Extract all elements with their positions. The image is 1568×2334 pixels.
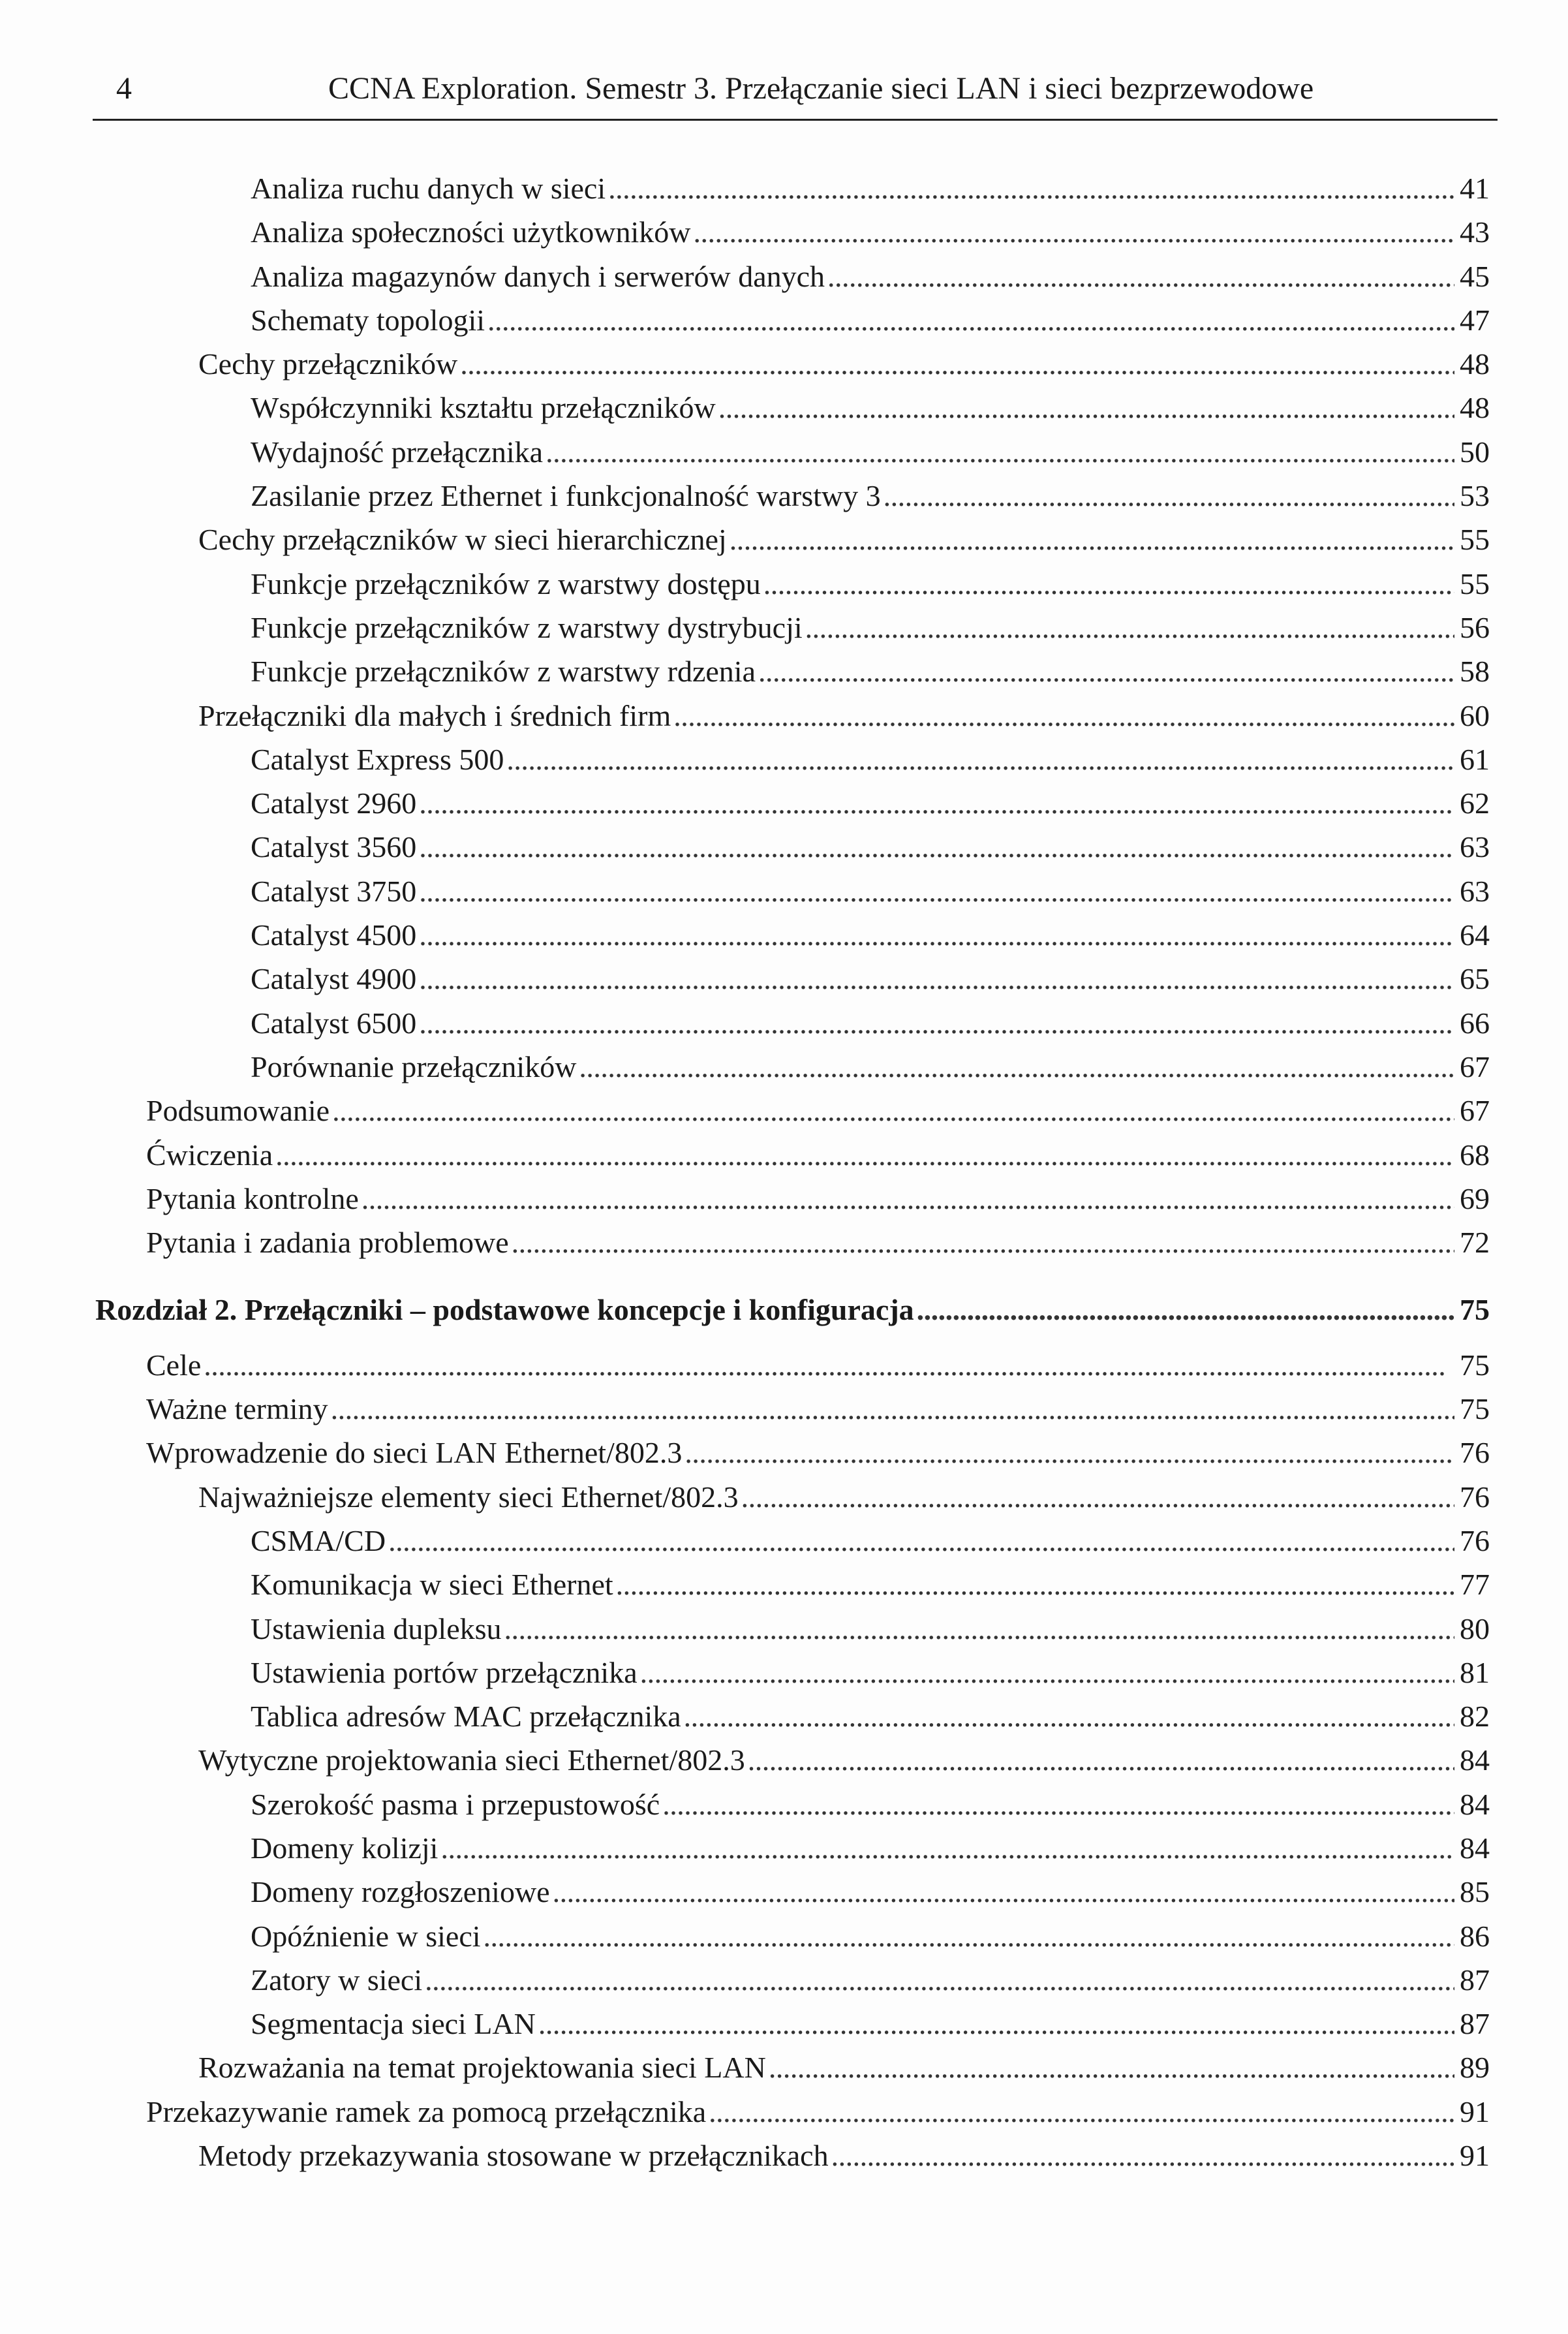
toc-entry: [0, 781, 1568, 825]
dot-leader: [684, 1431, 1454, 1474]
toc-entry-page: 89: [1460, 2051, 1490, 2085]
toc-entry-page: 80: [1460, 1611, 1490, 1645]
toc-entry-page: 76: [1460, 1523, 1490, 1557]
toc-entry-page: 76: [1460, 1480, 1490, 1514]
dot-leader: [805, 606, 1454, 649]
toc-entry: [0, 1694, 1568, 1738]
toc-entry-label: Catalyst 4500: [251, 918, 417, 952]
toc-entry: [0, 1387, 1568, 1431]
toc-entry: [0, 2134, 1568, 2177]
toc-entry: [0, 1001, 1568, 1045]
toc-entry-label: Opóźnienie w sieci: [251, 1919, 481, 1953]
toc-entry-page: 48: [1460, 391, 1490, 425]
toc-entry: [0, 562, 1568, 606]
toc-entry: [0, 1431, 1568, 1474]
toc-entry-label: Analiza magazynów danych i serwerów danych: [251, 259, 825, 293]
table-of-contents: [0, 166, 1568, 2177]
dot-leader: [748, 1738, 1454, 1782]
toc-entry: [0, 1475, 1568, 1519]
toc-entry-page: 47: [1460, 303, 1490, 337]
dot-leader: [419, 913, 1454, 957]
toc-entry: [0, 1519, 1568, 1563]
toc-entry-page: 63: [1460, 874, 1490, 908]
dot-leader: [673, 694, 1454, 738]
toc-entry-label: Segmentacja sieci LAN: [251, 2007, 536, 2041]
toc-entry: [0, 606, 1568, 649]
toc-entry-label: Tablica adresów MAC przełącznika: [251, 1700, 681, 1734]
toc-entry-label: Catalyst 2960: [251, 786, 417, 820]
dot-leader: [741, 1475, 1454, 1519]
toc-entry: [0, 342, 1568, 386]
toc-entry-label: Porównanie przełączników: [251, 1050, 577, 1083]
toc-entry: [0, 2046, 1568, 2089]
toc-entry-label: Szerokość pasma i przepustowość: [251, 1787, 660, 1821]
toc-entry-page: 68: [1460, 1138, 1490, 1172]
toc-entry: [0, 694, 1568, 738]
toc-entry-label: Pytania i zadania problemowe: [146, 1226, 509, 1260]
toc-entry: [0, 430, 1568, 474]
toc-entry: [0, 1870, 1568, 1914]
toc-entry-label: Domeny rozgłoszeniowe: [251, 1875, 550, 1909]
toc-entry-page: 64: [1460, 918, 1490, 952]
toc-entry-label: Schematy topologii: [251, 303, 485, 337]
dot-leader: [425, 1958, 1454, 2002]
toc-entry-page: 60: [1460, 698, 1490, 732]
toc-entry-page: 75: [1460, 1348, 1490, 1382]
toc-entry: [0, 166, 1568, 210]
dot-leader: [640, 1651, 1454, 1694]
toc-entry-page: 75: [1460, 1392, 1490, 1426]
dot-leader: [512, 1221, 1454, 1264]
toc-entry-label: Funkcje przełączników z warstwy dostępu: [251, 567, 761, 600]
toc-entry-label: Przekazywanie ramek za pomocą przełącznika: [146, 2094, 707, 2128]
dot-leader: [460, 342, 1454, 386]
dot-leader: [769, 2046, 1454, 2089]
toc-entry: [0, 913, 1568, 957]
toc-entry-label: Ćwiczenia: [146, 1138, 273, 1172]
toc-entry: [0, 869, 1568, 913]
toc-entry-page: 66: [1460, 1006, 1490, 1040]
toc-entry-label: CSMA/CD: [251, 1523, 386, 1557]
toc-entry-page: 53: [1460, 479, 1490, 513]
toc-entry: [0, 210, 1568, 254]
dot-leader: [419, 869, 1454, 913]
page-number: 4: [116, 71, 132, 106]
running-header: [0, 70, 1568, 116]
toc-entry: [0, 386, 1568, 429]
toc-entry-page: 41: [1460, 172, 1490, 205]
toc-entry-page: 67: [1460, 1050, 1490, 1083]
toc-entry-label: Zatory w sieci: [251, 1963, 423, 1997]
toc-entry-label: Funkcje przełączników z warstwy dystrybucji: [251, 610, 803, 644]
dot-leader: [419, 781, 1454, 825]
toc-entry: [0, 1738, 1568, 1782]
toc-entry-label: Rozdział 2. Przełączniki – podstawowe koncepcje i konfiguracja: [95, 1293, 914, 1327]
toc-entry: [0, 825, 1568, 869]
toc-entry-page: 50: [1460, 435, 1490, 469]
toc-entry-page: 58: [1460, 655, 1490, 689]
toc-entry-page: 65: [1460, 962, 1490, 996]
toc-entry: [0, 1826, 1568, 1870]
toc-entry: [0, 1563, 1568, 1606]
toc-entry-label: Catalyst 3560: [251, 830, 417, 864]
toc-entry-label: Wprowadzenie do sieci LAN Ethernet/802.3: [146, 1436, 683, 1470]
toc-entry-label: Podsumowanie: [146, 1094, 330, 1128]
toc-entry-page: 55: [1460, 567, 1490, 600]
dot-leader: [709, 2090, 1454, 2134]
toc-entry-page: 84: [1460, 1787, 1490, 1821]
toc-entry-label: Domeny kolizji: [251, 1831, 438, 1865]
dot-leader: [917, 1288, 1454, 1331]
dot-leader: [553, 1870, 1454, 1914]
toc-entry-page: 63: [1460, 830, 1490, 864]
toc-entry: [0, 2090, 1568, 2134]
toc-entry-page: 69: [1460, 1181, 1490, 1215]
toc-entry: [0, 1177, 1568, 1221]
toc-entry: [0, 1782, 1568, 1826]
running-title: CCNA Exploration. Semestr 3. Przełączanie sieci LAN i sieci bezprzewodowe: [328, 71, 1314, 106]
dot-leader: [831, 2134, 1454, 2177]
toc-entry-page: 75: [1460, 1293, 1490, 1327]
toc-entry-label: Cele: [146, 1348, 202, 1382]
toc-entry-label: Pytania kontrolne: [146, 1181, 359, 1215]
toc-entry-label: Analiza ruchu danych w sieci: [251, 172, 606, 205]
toc-entry: [0, 1133, 1568, 1177]
toc-entry: [0, 1343, 1568, 1387]
toc-entry-page: 81: [1460, 1655, 1490, 1689]
toc-entry: [0, 1089, 1568, 1132]
toc-entry: [0, 1607, 1568, 1651]
toc-entry-page: 91: [1460, 2139, 1490, 2173]
toc-entry-page: 87: [1460, 1963, 1490, 1997]
toc-entry-label: Analiza społeczności użytkowników: [251, 215, 691, 249]
toc-entry: [0, 738, 1568, 781]
toc-entry-label: Współczynniki kształtu przełączników: [251, 391, 716, 425]
toc-entry-label: Zasilanie przez Ethernet i funkcjonalność warstwy 3: [251, 479, 881, 513]
toc-entry-page: 55: [1460, 523, 1490, 557]
dot-leader: [827, 255, 1454, 298]
dot-leader: [684, 1694, 1454, 1738]
dot-leader: [758, 649, 1454, 693]
dot-leader: [419, 957, 1454, 1001]
dot-leader: [484, 1914, 1454, 1958]
toc-entry-page: 82: [1460, 1700, 1490, 1734]
toc-entry-page: 91: [1460, 2094, 1490, 2128]
toc-entry-label: Przełączniki dla małych i średnich firm: [198, 698, 671, 732]
dot-leader: [275, 1133, 1454, 1177]
toc-entry-label: Cechy przełączników: [198, 347, 458, 381]
toc-entry: [0, 518, 1568, 561]
toc-entry: [0, 1914, 1568, 1958]
dot-leader: [388, 1519, 1454, 1563]
toc-entry-page: 84: [1460, 1743, 1490, 1777]
toc-entry-label: Ważne terminy: [146, 1392, 328, 1426]
dot-leader: [204, 1343, 1454, 1387]
toc-chapter-entry: [0, 1288, 1568, 1331]
toc-entry: [0, 649, 1568, 693]
dot-leader: [506, 738, 1454, 781]
toc-entry: [0, 957, 1568, 1001]
toc-entry: [0, 1221, 1568, 1264]
toc-entry-page: 86: [1460, 1919, 1490, 1953]
toc-entry-page: 76: [1460, 1436, 1490, 1470]
toc-entry-page: 48: [1460, 347, 1490, 381]
toc-entry-label: Najważniejsze elementy sieci Ethernet/802.3: [198, 1480, 739, 1514]
dot-leader: [763, 562, 1454, 606]
dot-leader: [487, 298, 1454, 342]
dot-leader: [419, 825, 1454, 869]
toc-entry-page: 62: [1460, 786, 1490, 820]
toc-entry-label: Rozważania na temat projektowania sieci LAN: [198, 2051, 766, 2085]
dot-leader: [662, 1782, 1454, 1826]
toc-entry: [0, 2002, 1568, 2046]
dot-leader: [693, 210, 1454, 254]
dot-leader: [730, 518, 1454, 561]
toc-entry-label: Funkcje przełączników z warstwy rdzenia: [251, 655, 756, 689]
toc-entry-label: Ustawienia portów przełącznika: [251, 1655, 638, 1689]
dot-leader: [332, 1089, 1454, 1132]
toc-entry-page: 56: [1460, 610, 1490, 644]
dot-leader: [579, 1045, 1454, 1089]
toc-entry-label: Komunikacja w sieci Ethernet: [251, 1568, 613, 1602]
toc-entry: [0, 298, 1568, 342]
toc-entry-page: 77: [1460, 1568, 1490, 1602]
toc-entry-label: Catalyst 4900: [251, 962, 417, 996]
dot-leader: [331, 1387, 1454, 1431]
toc-entry-label: Wydajność przełącznika: [251, 435, 544, 469]
dot-leader: [361, 1177, 1454, 1221]
toc-entry-label: Catalyst 3750: [251, 874, 417, 908]
toc-entry-label: Catalyst Express 500: [251, 742, 504, 776]
toc-entry: [0, 474, 1568, 518]
toc-entry-page: 72: [1460, 1226, 1490, 1260]
toc-entry-label: Metody przekazywania stosowane w przełącznikach: [198, 2139, 829, 2173]
dot-leader: [546, 430, 1454, 474]
dot-leader: [504, 1607, 1454, 1651]
toc-entry-page: 43: [1460, 215, 1490, 249]
toc-entry: [0, 1045, 1568, 1089]
toc-entry-page: 87: [1460, 2007, 1490, 2041]
dot-leader: [718, 386, 1454, 429]
toc-entry-page: 67: [1460, 1094, 1490, 1128]
toc-entry-label: Catalyst 6500: [251, 1006, 417, 1040]
toc-entry-page: 45: [1460, 259, 1490, 293]
toc-entry-label: Ustawienia dupleksu: [251, 1611, 502, 1645]
toc-entry: [0, 1651, 1568, 1694]
toc-entry: [0, 1958, 1568, 2002]
toc-entry-label: Wytyczne projektowania sieci Ethernet/802.3: [198, 1743, 745, 1777]
dot-leader: [538, 2002, 1454, 2046]
dot-leader: [419, 1001, 1454, 1045]
toc-entry-page: 61: [1460, 742, 1490, 776]
toc-entry: [0, 255, 1568, 298]
dot-leader: [884, 474, 1454, 518]
toc-entry-label: Cechy przełączników w sieci hierarchicznej: [198, 523, 727, 557]
dot-leader: [440, 1826, 1454, 1870]
header-rule: [93, 119, 1498, 121]
dot-leader: [616, 1563, 1454, 1606]
toc-entry-page: 84: [1460, 1831, 1490, 1865]
toc-entry-page: 85: [1460, 1875, 1490, 1909]
dot-leader: [608, 166, 1454, 210]
